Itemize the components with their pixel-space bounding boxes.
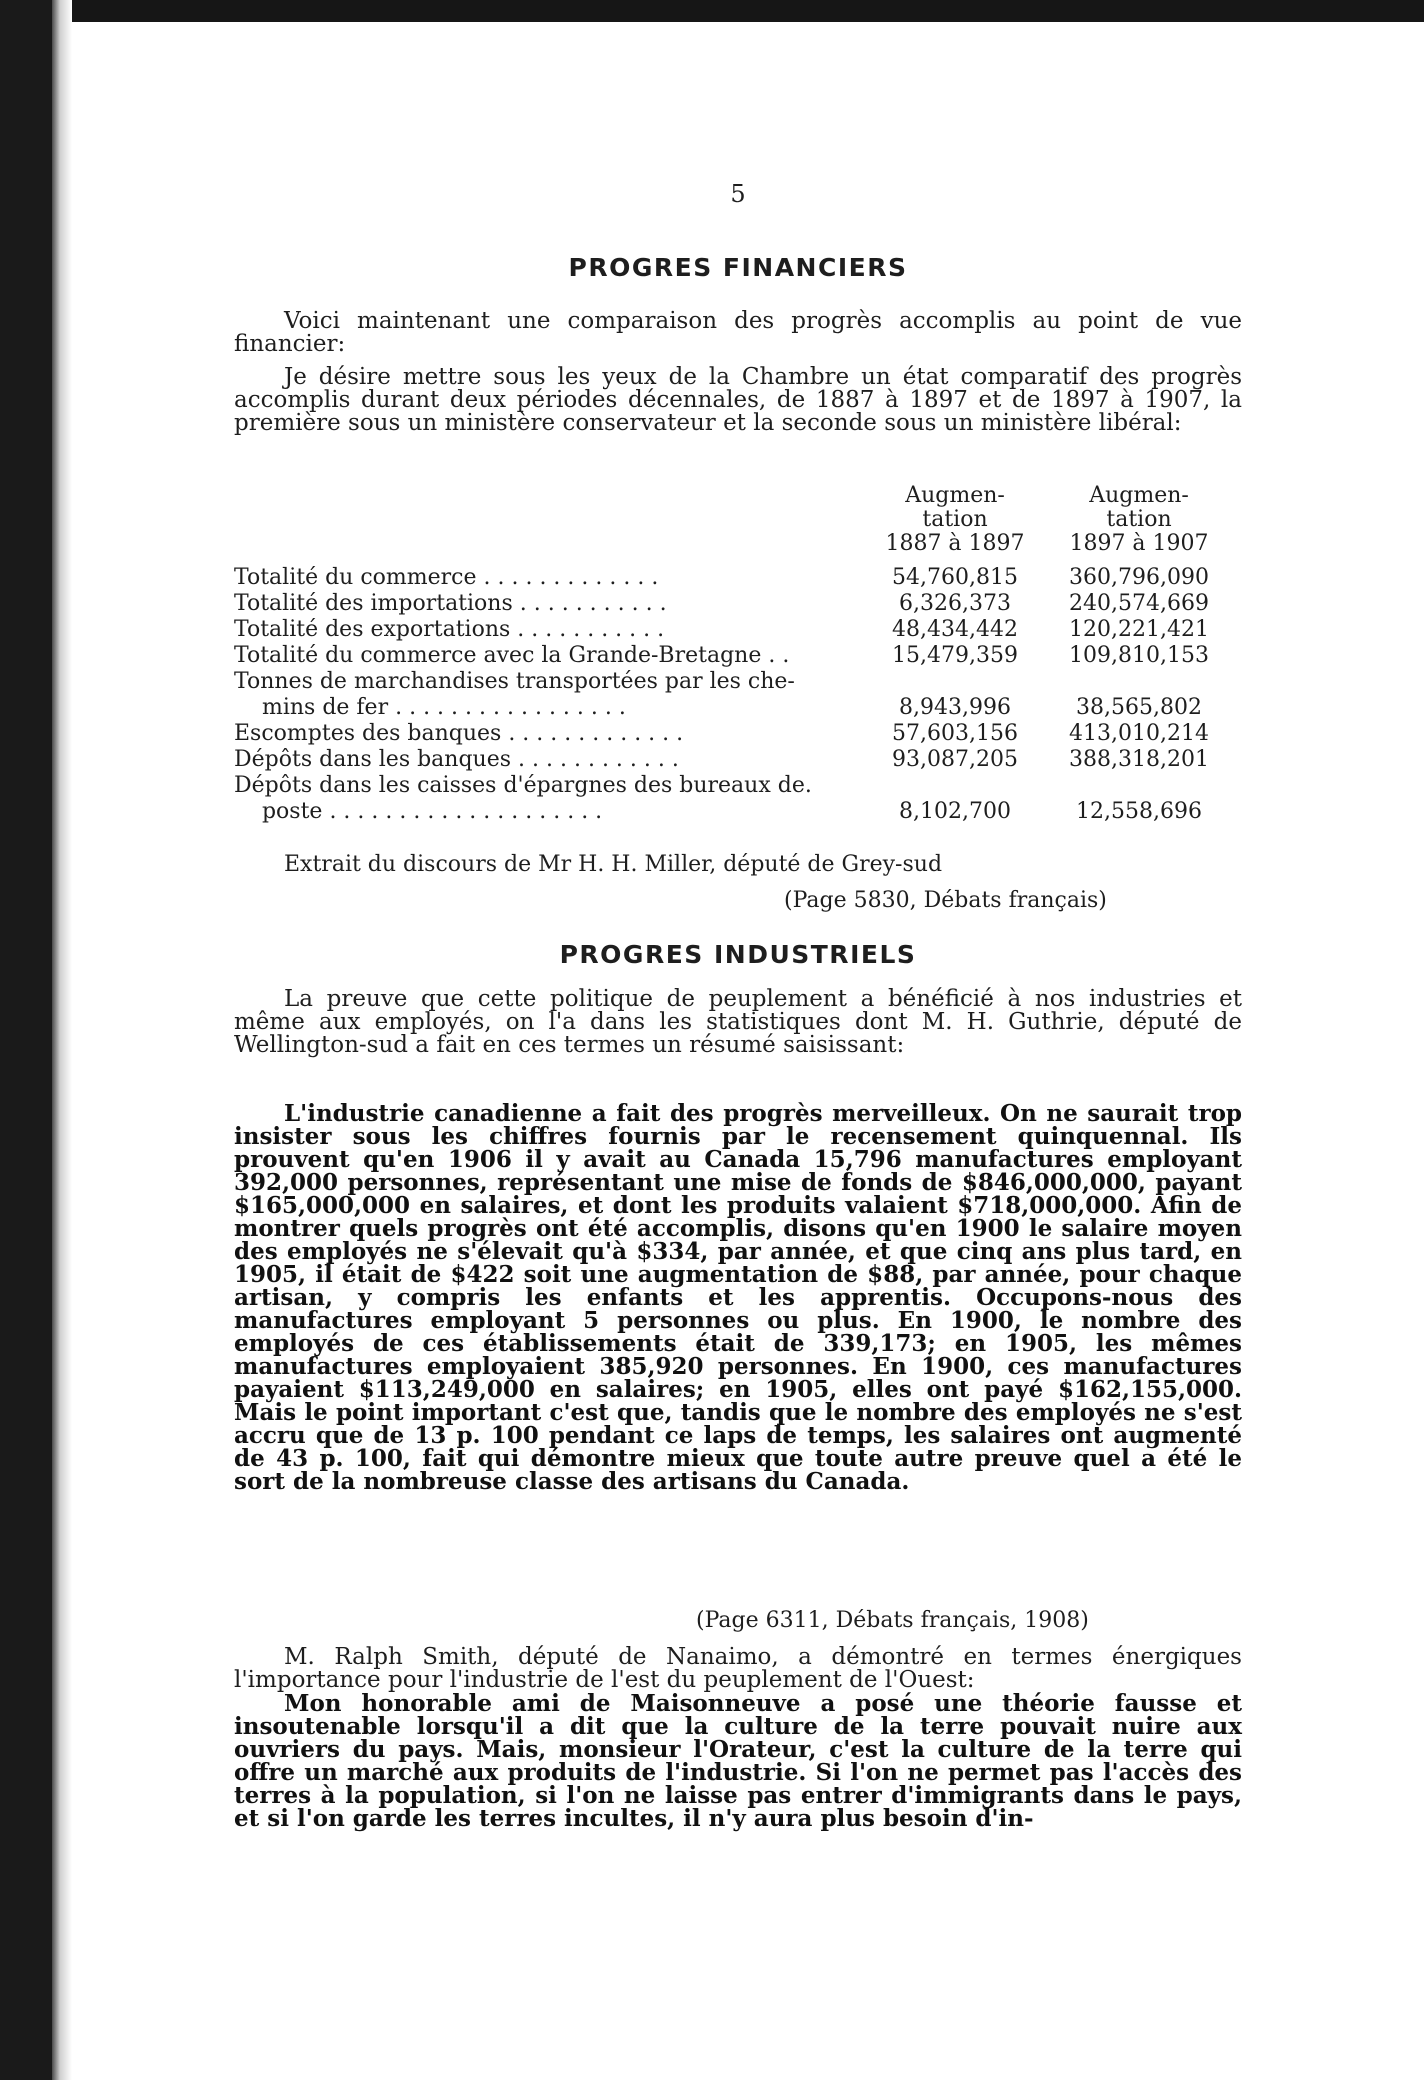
row-value-2: 360,796,090 xyxy=(1069,565,1209,590)
table-row xyxy=(234,773,1242,799)
row-label: Tonnes de marchandises transportées par les che- xyxy=(234,669,795,694)
industrial-intro-2: M. Ralph Smith, député de Nanaimo, a démontré en termes énergiques l'importance pour l'industrie de l'est du peuplement de l'Ouest: xyxy=(234,1644,1242,1693)
extract-attribution: Extrait du discours de Mr H. H. Miller, député de Grey-sud xyxy=(284,852,943,877)
row-value-2: 240,574,669 xyxy=(1069,591,1209,616)
industrial-quote: L'industrie canadienne a fait des progrès merveilleux. On ne saurait trop insister sous les chiffres fournis par le recensement quinquennal. Ils prouvent qu'en 1906 il y avait au Canada 15,796 manufactures employant 392,000 personnes, représentant une mise de fonds de $846,000,000, payant $165,000,000 en salaires, et dont les produits valaient $718,000,000. Afin de montrer quels progrès ont été accomplis, disons qu'en 1900 le salaire moyen des employés ne s'élevait qu'à $334, par année, et que cinq ans plus tard, en 1905, il était de $422 soit une augmentation de $88, par année, pour chaque artisan, y compris les enfants et les apprentis. Occupons-nous des manufactures employant 5 personnes ou plus. En 1900, le nombre des employés de ces établissements était de 339,173; en 1905, les mêmes manufactures employaient 385,920 personnes. En 1900, ces manufactures payaient $113,249,000 en salaires; en 1905, elles ont payé $162,155,000. Mais le point important c'est que, tandis que le nombre des employés ne s'est accru que de 13 p. 100 pendant ce laps de temps, les salaires ont augmenté de 43 p. 100, fait qui démontre mieux que toute autre preuve quel a été le sort de la nombreuse classe des artisans du Canada. xyxy=(234,1100,1242,1495)
financial-paragraph: Je désire mettre sous les yeux de la Chambre un état comparatif des progrès accomplis durant deux périodes décennales, de 1887 à 1897 et de 1897 à 1907, la première sous un ministère conservateur et la seconde sous un ministère libéral: xyxy=(234,364,1242,436)
table-row xyxy=(234,799,1242,825)
row-label: mins de fer . . . . . . . . . . . . . . . . . xyxy=(234,695,626,720)
row-label: poste . . . . . . . . . . . . . . . . . . . . xyxy=(234,799,603,824)
scan-top-border xyxy=(0,0,1424,22)
financial-source: (Page 5830, Débats français) xyxy=(784,888,1107,913)
industrial-intro: La preuve que cette politique de peuplement a bénéficié à nos industries et même aux employés, on l'a dans les statistiques dont M. H. Guthrie, député de Wellington-sud a fait en ces termes un résumé saisissant: xyxy=(234,986,1242,1058)
row-value-2: 413,010,214 xyxy=(1069,721,1209,746)
row-value-2: 120,221,421 xyxy=(1069,617,1209,642)
row-value-2: 38,565,802 xyxy=(1076,695,1202,720)
row-value-1: 54,760,815 xyxy=(892,565,1018,590)
table-row xyxy=(234,643,1242,669)
page-number: 5 xyxy=(730,180,746,208)
scan-binding-edge xyxy=(0,0,52,2080)
row-value-1: 57,603,156 xyxy=(892,721,1018,746)
row-value-1: 15,479,359 xyxy=(892,643,1018,668)
row-value-1: 48,434,442 xyxy=(892,617,1018,642)
industrial-quote-2: Mon honorable ami de Maisonneuve a posé une théorie fausse et insoutenable lorsqu'il a dit que la culture de la terre pouvait nuire aux ouvriers du pays. Mais, monsieur l'Orateur, c'est la culture de la terre qui offre un marché aux produits de l'industrie. Si l'on ne permet pas l'accès des terres à la population, si l'on ne laisse pas entrer d'immigrants dans le pays, et si l'on garde les terres incultes, il n'y aura plus besoin d'in- xyxy=(234,1690,1242,1832)
column-header-1897-1907: Augmen- tation 1897 à 1907 xyxy=(1069,483,1209,556)
table-row xyxy=(234,591,1242,617)
row-value-2: 12,558,696 xyxy=(1076,799,1202,824)
column-header-1887-1897: Augmen- tation 1887 à 1897 xyxy=(885,483,1025,556)
section-heading-financial: PROGRES FINANCIERS xyxy=(568,253,908,282)
row-label: Dépôts dans les banques . . . . . . . . . . . . xyxy=(234,747,679,772)
industrial-source: (Page 6311, Débats français, 1908) xyxy=(696,1608,1089,1633)
table-row xyxy=(234,695,1242,721)
row-label: Escomptes des banques . . . . . . . . . . . . . xyxy=(234,721,684,746)
table-row xyxy=(234,565,1242,591)
row-label: Totalité du commerce . . . . . . . . . . . . . xyxy=(234,565,659,590)
row-value-2: 109,810,153 xyxy=(1069,643,1209,668)
row-value-1: 93,087,205 xyxy=(892,747,1018,772)
section-heading-industrial: PROGRES INDUSTRIELS xyxy=(559,940,917,969)
row-value-1: 8,943,996 xyxy=(899,695,1011,720)
table-row xyxy=(234,617,1242,643)
table-row xyxy=(234,721,1242,747)
row-value-1: 8,102,700 xyxy=(899,799,1011,824)
row-value-2: 388,318,201 xyxy=(1069,747,1209,772)
scan-binding-shadow xyxy=(52,0,72,2080)
row-label: Totalité des importations . . . . . . . . . . . xyxy=(234,591,667,616)
row-label: Totalité du commerce avec la Grande-Bretagne . . xyxy=(234,643,790,668)
financial-intro: Voici maintenant une comparaison des progrès accomplis au point de vue financier: xyxy=(234,308,1242,357)
row-label: Totalité des exportations . . . . . . . . . . . xyxy=(234,617,665,642)
row-label: Dépôts dans les caisses d'épargnes des bureaux de. xyxy=(234,773,812,798)
table-row xyxy=(234,669,1242,695)
table-row xyxy=(234,747,1242,773)
row-value-1: 6,326,373 xyxy=(899,591,1011,616)
